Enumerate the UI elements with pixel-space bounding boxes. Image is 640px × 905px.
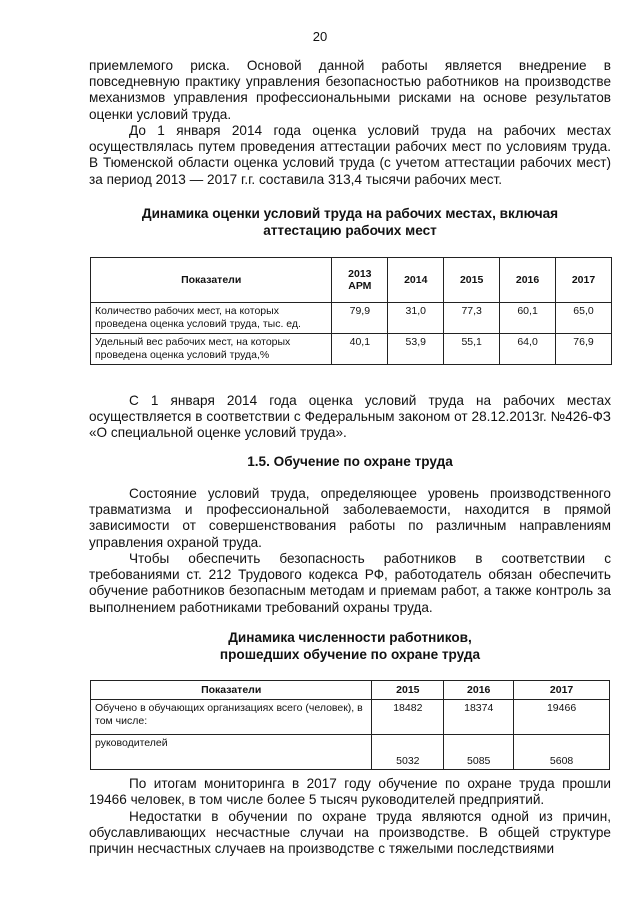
table-cell: 40,1 [332,334,388,365]
table-row [91,334,612,365]
table-cell: 19466 [514,700,610,735]
column-header: 2015 [372,681,444,700]
table1-title-line1: Динамика оценки условий труда на рабочих местах, включая [141,206,559,221]
row-label: Удельный вес рабочих мест, на которых проведена оценка условий труда,% [91,334,332,365]
table2-title-line2: прошедших обучение по охране труда [219,646,481,662]
table-cell: 60,1 [500,303,556,334]
table-cell: 55,1 [444,334,500,365]
assessment-dynamics-table [90,257,612,365]
row-label: Обучено в обучающих организациях всего (человек), в том числе: [91,700,372,735]
column-header: Показатели [91,681,372,700]
table-cell: 79,9 [332,303,388,334]
table-cell: 53,9 [388,334,444,365]
table-cell: 76,9 [556,334,612,365]
table-cell: 18482 [372,700,444,735]
table-header-row [91,681,610,700]
table-row [91,700,610,735]
table-row [91,735,610,770]
section-heading: 1.5. Обучение по охране труда [247,454,453,469]
column-header: 2017 [556,258,612,303]
column-header: 2016 [500,258,556,303]
page-number: 20 [312,29,328,44]
column-header: Показатели [91,258,332,303]
paragraph-federal-law: С 1 января 2014 года оценка условий труда на рабочих местах осуществляется в соответствии с Федеральным законом от 28.12.2013г. №426-ФЗ «О специальной оценке условий труда». [89,393,611,441]
table1-title-line2: аттестацию рабочих мест [263,222,437,238]
table-cell: 77,3 [444,303,500,334]
table1-title [89,206,611,239]
table-cell: 18374 [444,700,514,735]
table-cell: 31,0 [388,303,444,334]
paragraph-training-obligation: Чтобы обеспечить безопасность работников в соответствии с требованиями ст. 212 Трудового кодекса РФ, работодатель обязан обеспечить обучение работников безопасным методам и приемам работ, а также контроль за выполнением работниками требований охраны труда. [89,551,611,615]
table-row [91,303,612,334]
paragraph-monitoring-results: По итогам мониторинга в 2017 году обучение по охране труда прошли 19466 человек, в том числе более 5 тысяч руководителей предприятий. [89,776,611,808]
row-label: Количество рабочих мест, на которых проведена оценка условий труда, тыс. ед. [91,303,332,334]
table-cell: 64,0 [500,334,556,365]
column-header: 2016 [444,681,514,700]
training-dynamics-table [90,680,610,770]
table-cell: 5032 [372,735,444,770]
paragraph-assessment-history: До 1 января 2014 года оценка условий труда на рабочих местах осуществлялась путем проведения аттестации рабочих мест по условиям труда. В Тюменской области оценка условий труда (с учетом аттестации рабочих мест) за период 2013 — 2017 г.г. составила 313,4 тысячи рабочих мест. [89,123,611,187]
row-label: руководителей [91,735,372,770]
paragraph-conditions: Состояние условий труда, определяющее уровень производственного травматизма и профессиональной заболеваемости, находится в прямой зависимости от совершенствования работы по различным направлениям управления охраной труда. [89,486,611,550]
table2-title [89,630,611,663]
column-header: 2013 АРМ [332,258,388,303]
table2-title-line1: Динамика численности работников, [228,630,472,645]
column-header: 2015 [444,258,500,303]
column-header: 2017 [514,681,610,700]
table-cell: 5085 [444,735,514,770]
paragraph-training-deficiencies: Недостатки в обучении по охране труда являются одной из причин, обуславливающих несчастные случаи на производстве. В общей структуре причин несчастных случаев на производстве с тяжелыми последствиями [89,809,611,857]
table-header-row [91,258,612,303]
column-header: 2014 [388,258,444,303]
paragraph-risk-management: приемлемого риска. Основой данной работы является внедрение в повседневную практику управления безопасностью работников на производстве механизмов управления профессиональными рисками на основе результатов оценки условий труда. [89,58,611,122]
table-cell: 5608 [514,735,610,770]
table-cell: 65,0 [556,303,612,334]
